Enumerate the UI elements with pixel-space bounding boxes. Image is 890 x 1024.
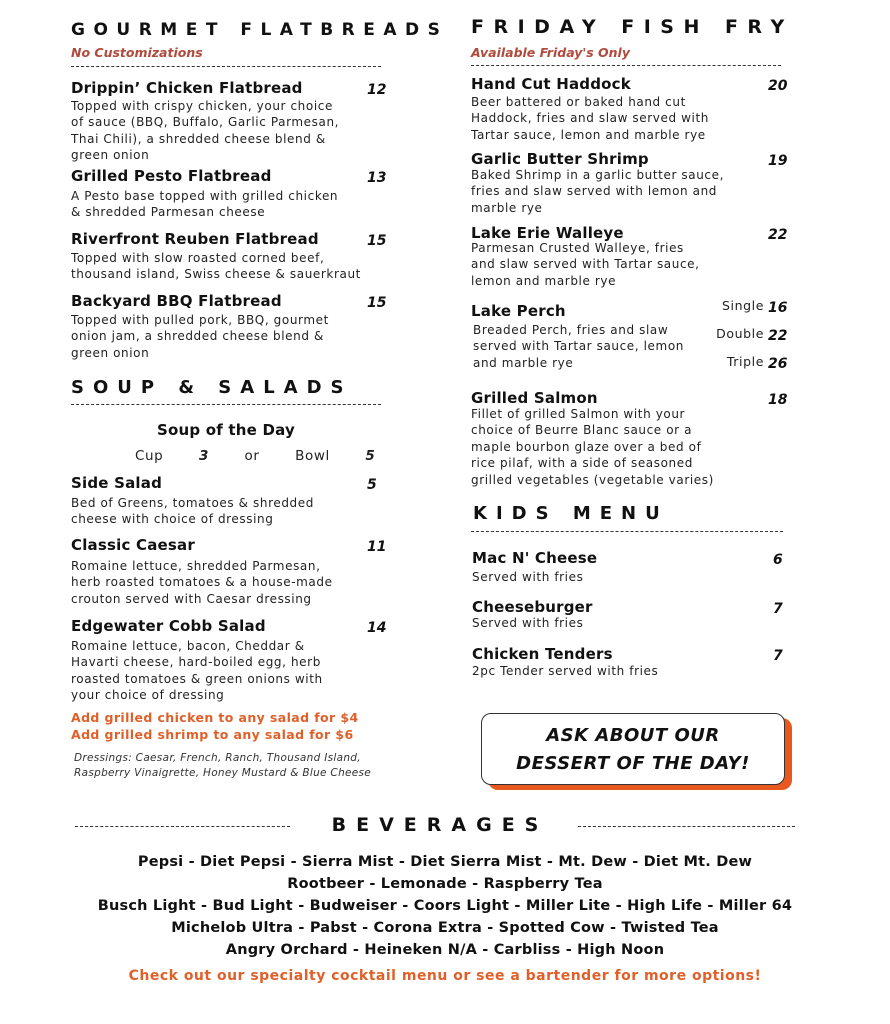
size-label: Single: [721, 298, 764, 313]
menu-item-description: and slaw served with Tartar sauce,: [471, 257, 700, 272]
menu-item-name: Garlic Butter Shrimp: [471, 150, 649, 168]
menu-item-description: & shredded Parmesan cheese: [71, 205, 266, 220]
menu-item-description: roasted tomatoes & green onions with: [71, 671, 323, 686]
menu-item-description: A Pesto base topped with grilled chicken: [71, 189, 339, 203]
section-title-soups: SOUP & SALADS: [71, 377, 353, 398]
menu-item-name: Backyard BBQ Flatbread: [71, 292, 282, 310]
menu-item-description: choice of Beurre Blanc sauce or a: [471, 423, 693, 438]
menu-item-description: Havarti cheese, hard-boiled egg, herb: [71, 655, 321, 670]
menu-item-description: lemon and marble rye: [471, 273, 617, 288]
menu-item-name: Riverfront Reuben Flatbread: [71, 230, 319, 248]
menu-item-price: 19: [768, 153, 788, 169]
menu-item-description: served with Tartar sauce, lemon: [473, 339, 684, 354]
beverage-line: Busch Light - Bud Light - Budweiser - Coors Light - Miller Lite - High Life - Miller 64: [97, 898, 793, 914]
menu-item-description: onion jam, a shredded cheese blend &: [71, 329, 324, 344]
menu-item-name: Classic Caesar: [71, 536, 195, 554]
menu-item-description: grilled vegetables (vegetable varies): [471, 472, 714, 487]
menu-item-description: your choice of dressing: [71, 688, 225, 703]
dessert-callout: [481, 713, 785, 785]
menu-item-description: herb roasted tomatoes & a house-made: [71, 575, 333, 590]
menu-item-description: cheese with choice of dressing: [71, 512, 274, 527]
section-title-kids: KIDS MENU: [473, 503, 669, 524]
menu-item-name: Grilled Salmon: [471, 389, 598, 407]
size-price: 26: [768, 356, 788, 372]
cocktail-note: Check out our specialty cocktail menu or see a bartender for more options!: [128, 968, 762, 984]
menu-item-price: 13: [367, 170, 387, 186]
menu-item-description: Topped with slow roasted corned beef,: [71, 251, 325, 265]
menu-item-price: 14: [367, 620, 387, 636]
soup-sizes: [135, 448, 375, 464]
menu-item-description: maple bourbon glaze over a bed of: [471, 439, 702, 454]
menu-item-description: rice pilaf, with a side of seasoned: [471, 456, 693, 471]
menu-item-description: thousand island, Swiss cheese & sauerkraut: [71, 267, 361, 282]
dressings-line: Dressings: Caesar, French, Ranch, Thousand Island,: [74, 752, 361, 764]
menu-item-price: 15: [367, 233, 387, 249]
menu-item-description: fries and slaw served with lemon and: [471, 184, 718, 199]
beverage-line: Rootbeer - Lemonade - Raspberry Tea: [287, 876, 603, 892]
menu-item-price: 20: [768, 78, 788, 94]
menu-item-name: Lake Perch: [471, 302, 566, 320]
menu-item-description: Parmesan Crusted Walleye, fries: [471, 241, 684, 255]
menu-item-name: Chicken Tenders: [472, 645, 613, 663]
menu-item-description: of sauce (BBQ, Buffalo, Garlic Parmesan,: [71, 115, 340, 130]
menu-item-description: Topped with crispy chicken, your choice: [71, 99, 333, 113]
menu-item-name: Mac N' Cheese: [472, 549, 598, 567]
fish-fry-subtitle: Available Friday's Only: [471, 45, 630, 60]
menu-item-price: 22: [768, 227, 788, 243]
dessert-line: ASK ABOUT OUR: [546, 725, 720, 746]
bowl-price: 5: [365, 448, 376, 464]
menu-item-description: Bed of Greens, tomatoes & shredded: [71, 496, 314, 510]
menu-item-description: marble rye: [471, 200, 543, 215]
menu-item-name: Edgewater Cobb Salad: [71, 617, 266, 635]
cup-label: Cup: [135, 448, 164, 464]
divider: [578, 826, 795, 827]
menu-item-name: Hand Cut Haddock: [471, 75, 631, 93]
size-price: 22: [768, 328, 788, 344]
menu-item-price: 12: [367, 82, 387, 98]
section-title-fish-fry: FRIDAY FISH FRY: [471, 16, 794, 38]
dessert-line: DESSERT OF THE DAY!: [516, 753, 750, 774]
divider: [71, 66, 381, 67]
menu-item-description: Thai Chili), a shredded cheese blend &: [71, 131, 326, 146]
menu-item-description: and marble rye: [473, 355, 574, 370]
size-label: Double: [716, 326, 764, 341]
menu-item-description: green onion: [71, 345, 150, 360]
menu-item-price: 7: [773, 648, 783, 664]
beverage-line: Pepsi - Diet Pepsi - Sierra Mist - Diet Sierra Mist - Mt. Dew - Diet Mt. Dew: [137, 854, 753, 870]
menu-item-name: Drippin’ Chicken Flatbread: [71, 79, 303, 97]
menu-item-name: Side Salad: [71, 474, 163, 492]
divider: [471, 531, 783, 532]
menu-item-description: Romaine lettuce, bacon, Cheddar &: [71, 639, 305, 653]
flatbreads-subtitle: No Customizations: [71, 45, 203, 60]
menu-item-description: Served with fries: [472, 570, 584, 584]
menu-item-name: Cheeseburger: [472, 598, 593, 616]
bowl-label: Bowl: [295, 448, 330, 464]
menu-item-price: 7: [773, 601, 783, 617]
size-label: Triple: [726, 354, 764, 369]
menu-item-description: Baked Shrimp in a garlic butter sauce,: [471, 168, 725, 182]
divider: [471, 65, 781, 66]
section-title-beverages: BEVERAGES: [331, 814, 549, 836]
cup-price: 3: [198, 448, 209, 464]
menu-item-description: crouton served with Caesar dressing: [71, 591, 312, 606]
menu-item-description: Topped with pulled pork, BBQ, gourmet: [71, 313, 329, 327]
menu-item-description: Breaded Perch, fries and slaw: [473, 323, 669, 337]
addon-shrimp: Add grilled shrimp to any salad for $6: [71, 727, 354, 742]
menu-item-price: 6: [773, 552, 783, 568]
dressings-line: Raspberry Vinaigrette, Honey Mustard & Blue Cheese: [74, 767, 372, 779]
divider: [71, 404, 381, 405]
menu-item-price: 15: [367, 295, 387, 311]
beverage-line: Angry Orchard - Heineken N/A - Carbliss - High Noon: [225, 942, 665, 958]
menu-item-price: 18: [768, 392, 788, 408]
section-title-flatbreads: GOURMET FLATBREADS: [71, 20, 449, 40]
menu-item-description: Tartar sauce, lemon and marble rye: [471, 127, 706, 142]
menu-item-price: 11: [367, 539, 387, 555]
menu-item-description: Fillet of grilled Salmon with your: [471, 407, 686, 421]
menu-item-description: Haddock, fries and slaw served with: [471, 111, 709, 126]
menu-item-price: 5: [367, 477, 377, 493]
menu-item-description: Served with fries: [472, 616, 584, 630]
or-label: or: [244, 448, 260, 464]
size-price: 16: [768, 300, 788, 316]
menu-item-description: green onion: [71, 148, 150, 163]
menu-item-description: 2pc Tender served with fries: [472, 664, 659, 678]
soup-of-day-title: Soup of the Day: [157, 421, 295, 439]
menu-item-description: Beer battered or baked hand cut: [471, 95, 686, 109]
menu-item-name: Grilled Pesto Flatbread: [71, 167, 272, 185]
menu-item-description: Romaine lettuce, shredded Parmesan,: [71, 559, 321, 573]
addon-chicken: Add grilled chicken to any salad for $4: [71, 710, 359, 725]
beverage-line: Michelob Ultra - Pabst - Corona Extra - Spotted Cow - Twisted Tea: [171, 920, 719, 936]
menu-item-name: Lake Erie Walleye: [471, 224, 624, 242]
